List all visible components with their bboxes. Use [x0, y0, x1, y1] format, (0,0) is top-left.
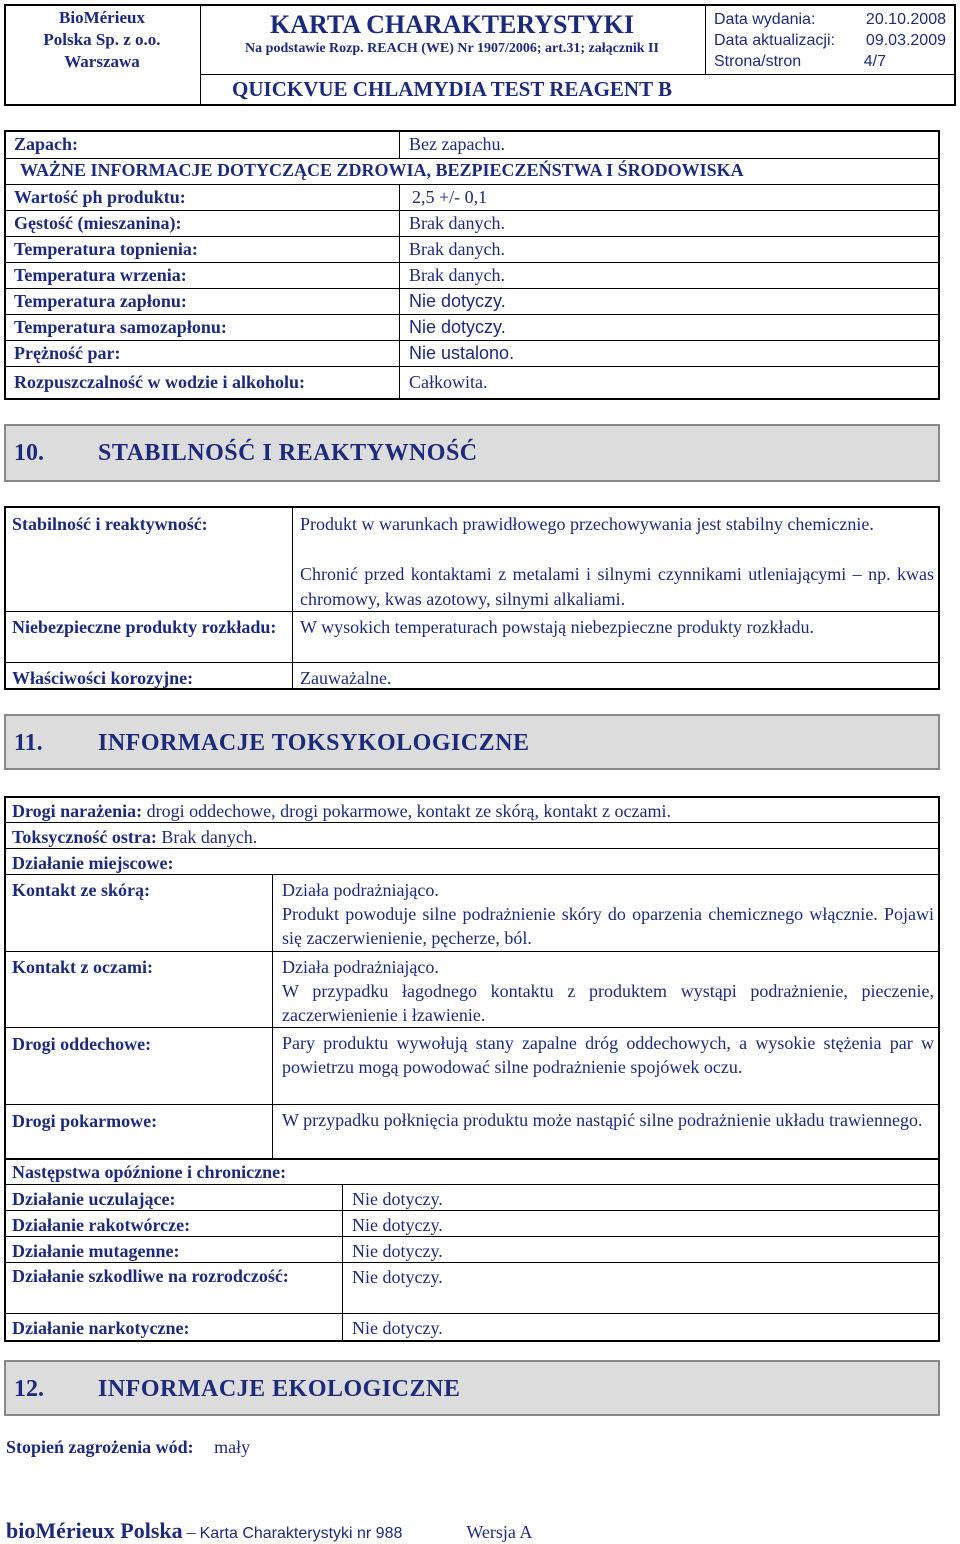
- eye-contact-text-1: Działa podrażniająco.: [282, 957, 439, 977]
- important-info-heading: WAŻNE INFORMACJE DOTYCZĄCE ZDROWIA, BEZPIECZEŃSTWA I ŚRODOWISKA: [20, 160, 744, 180]
- solubility-value: Całkowita.: [409, 372, 488, 392]
- mutagenic-value: Nie dotyczy.: [352, 1241, 443, 1261]
- ph-value: 2,5 +/- 0,1: [412, 187, 488, 207]
- properties-table: [4, 130, 940, 400]
- mutagenic-label: Działanie mutagenne:: [12, 1241, 180, 1261]
- oral-label: Drogi pokarmowe:: [12, 1111, 158, 1131]
- page-value: 4/7: [863, 53, 886, 70]
- page-footer: [6, 1518, 532, 1544]
- skin-contact-text-2: Produkt powoduje silne podrażnienie skóry do oparzenia chemicznego włącznie. Pojawi się zaczerwienienie, pęcherze, ból.: [282, 904, 934, 948]
- section-11-title: INFORMACJE TOKSYKOLOGICZNE: [98, 730, 530, 756]
- delayed-effects-label: Następstwa opóźnione i chroniczne:: [12, 1162, 287, 1182]
- hazardous-products-label: Niebezpieczne produkty rozkładu:: [12, 617, 277, 637]
- footer-version: Wersja A: [466, 1522, 533, 1542]
- delayed-effects-table: [4, 1158, 940, 1342]
- section-12-number: 12.: [14, 1376, 44, 1402]
- exposure-routes-label: Drogi narażenia:: [12, 801, 143, 821]
- header-meta: [706, 4, 954, 74]
- footer-document: Karta Charakterystyki nr 988: [199, 1525, 403, 1542]
- issue-label: Data wydania:: [714, 11, 816, 28]
- autoignition-value: Nie dotyczy.: [409, 317, 506, 337]
- footer-dash: –: [186, 1522, 196, 1542]
- boiling-value: Brak danych.: [409, 265, 505, 285]
- density-label: Gęstość (mieszanina):: [14, 213, 182, 233]
- document-subtitle: Na podstawie Rozp. REACH (WE) Nr 1907/2006; art.31; załącznik II: [245, 41, 659, 56]
- stability-table: [4, 506, 940, 690]
- skin-contact-label: Kontakt ze skórą:: [12, 880, 150, 900]
- document-title: KARTA CHARAKTERYSTYKI: [270, 10, 634, 39]
- skin-contact-text-1: Działa podrażniająco.: [282, 880, 439, 900]
- corrosive-text: Zauważalne.: [300, 668, 392, 688]
- solubility-label: Rozpuszczalność w wodzie i alkoholu:: [14, 372, 306, 392]
- section-11-header: [4, 714, 940, 770]
- carcinogenic-value: Nie dotyczy.: [352, 1215, 443, 1235]
- company-name: [4, 4, 200, 77]
- company-line-1: BioMérieux: [59, 8, 145, 27]
- toxicology-table: [4, 796, 940, 1160]
- vapor-pressure-label: Prężność par:: [14, 343, 121, 363]
- acute-toxicity-value: Brak danych.: [161, 827, 258, 847]
- company-line-3: Warszawa: [64, 52, 140, 71]
- narcotic-value: Nie dotyczy.: [352, 1318, 443, 1338]
- section-11-number: 11.: [14, 730, 43, 756]
- ph-label: Wartość ph produktu:: [14, 187, 186, 207]
- stability-label: Stabilność i reaktywność:: [12, 514, 208, 534]
- narcotic-label: Działanie narkotyczne:: [12, 1318, 190, 1338]
- issue-date: 20.10.2008: [865, 11, 946, 28]
- flash-point-value: Nie dotyczy.: [409, 291, 506, 311]
- sensitizing-label: Działanie uczulające:: [12, 1189, 176, 1209]
- update-date: 09.03.2009: [865, 32, 946, 49]
- exposure-routes-value: drogi oddechowe, drogi pokarmowe, kontakt ze skórą, kontakt z oczami.: [146, 801, 671, 821]
- carcinogenic-label: Działanie rakotwórcze:: [12, 1215, 191, 1235]
- footer-brand-main: Mérieux Polska: [35, 1518, 183, 1543]
- hazardous-products-text: W wysokich temperaturach powstają niebezpieczne produkty rozkładu.: [300, 617, 814, 637]
- eye-contact-text-2: W przypadku łagodnego kontaktu z produktem wystąpi podrażnienie, pieczenie, zaczerwienienie i łzawienie.: [282, 981, 934, 1025]
- section-12-header: [4, 1360, 940, 1416]
- respiratory-text: Pary produktu wywołują stany zapalne dróg oddechowych, a wysokie stężenia par w powietrzu mogą powodować silne podrażnienie spojówek oczu.: [282, 1033, 934, 1077]
- stability-text-1: Produkt w warunkach prawidłowego przechowywania jest stabilny chemicznie.: [300, 514, 874, 534]
- acute-toxicity-row: [12, 824, 257, 850]
- section-10-number: 10.: [14, 440, 44, 466]
- stability-text-2: Chronić przed kontaktami z metalami i silnymi czynnikami utleniającymi – np. kwas chromowy, kwas azotowy, silnymi alkaliami.: [300, 564, 934, 609]
- header-title-block: [200, 4, 704, 74]
- corrosive-label: Właściwości korozyjne:: [12, 668, 194, 688]
- respiratory-label: Drogi oddechowe:: [12, 1034, 152, 1054]
- local-effect-label: Działanie miejscowe:: [12, 853, 174, 873]
- sensitizing-value: Nie dotyczy.: [352, 1189, 443, 1209]
- acute-toxicity-label: Toksyczność ostra:: [12, 827, 157, 847]
- flash-point-label: Temperatura zapłonu:: [14, 291, 187, 311]
- update-label: Data aktualizacji:: [714, 32, 835, 49]
- section-12-title: INFORMACJE EKOLOGICZNE: [98, 1376, 461, 1402]
- vapor-pressure-value: Nie ustalono.: [409, 343, 515, 363]
- melting-label: Temperatura topnienia:: [14, 239, 198, 259]
- company-line-2: Polska Sp. z o.o.: [43, 30, 161, 49]
- density-value: Brak danych.: [409, 213, 505, 233]
- odor-label: Zapach:: [14, 134, 79, 154]
- eye-contact-label: Kontakt z oczami:: [12, 957, 153, 977]
- odor-value: Bez zapachu.: [409, 134, 505, 154]
- water-hazard-value: mały: [214, 1437, 251, 1457]
- page-label: Strona/stron: [714, 53, 802, 70]
- reproductive-label: Działanie szkodliwe na rozrodczość:: [12, 1266, 289, 1286]
- exposure-routes-row: [12, 798, 671, 824]
- footer-brand-prefix: bio: [6, 1518, 36, 1543]
- section-10-header: [4, 424, 940, 482]
- section-10-title: STABILNOŚĆ I REAKTYWNOŚĆ: [98, 440, 478, 466]
- product-name: QUICKVUE CHLAMYDIA TEST REAGENT B: [232, 77, 672, 101]
- boiling-label: Temperatura wrzenia:: [14, 265, 187, 285]
- oral-text: W przypadku połknięcia produktu może nastąpić silne podrażnienie układu trawiennego.: [282, 1110, 923, 1130]
- melting-value: Brak danych.: [409, 239, 505, 259]
- autoignition-label: Temperatura samozapłonu:: [14, 317, 227, 337]
- water-hazard-label: Stopień zagrożenia wód:: [6, 1437, 194, 1457]
- reproductive-value: Nie dotyczy.: [352, 1267, 443, 1287]
- water-hazard-row: [6, 1434, 250, 1460]
